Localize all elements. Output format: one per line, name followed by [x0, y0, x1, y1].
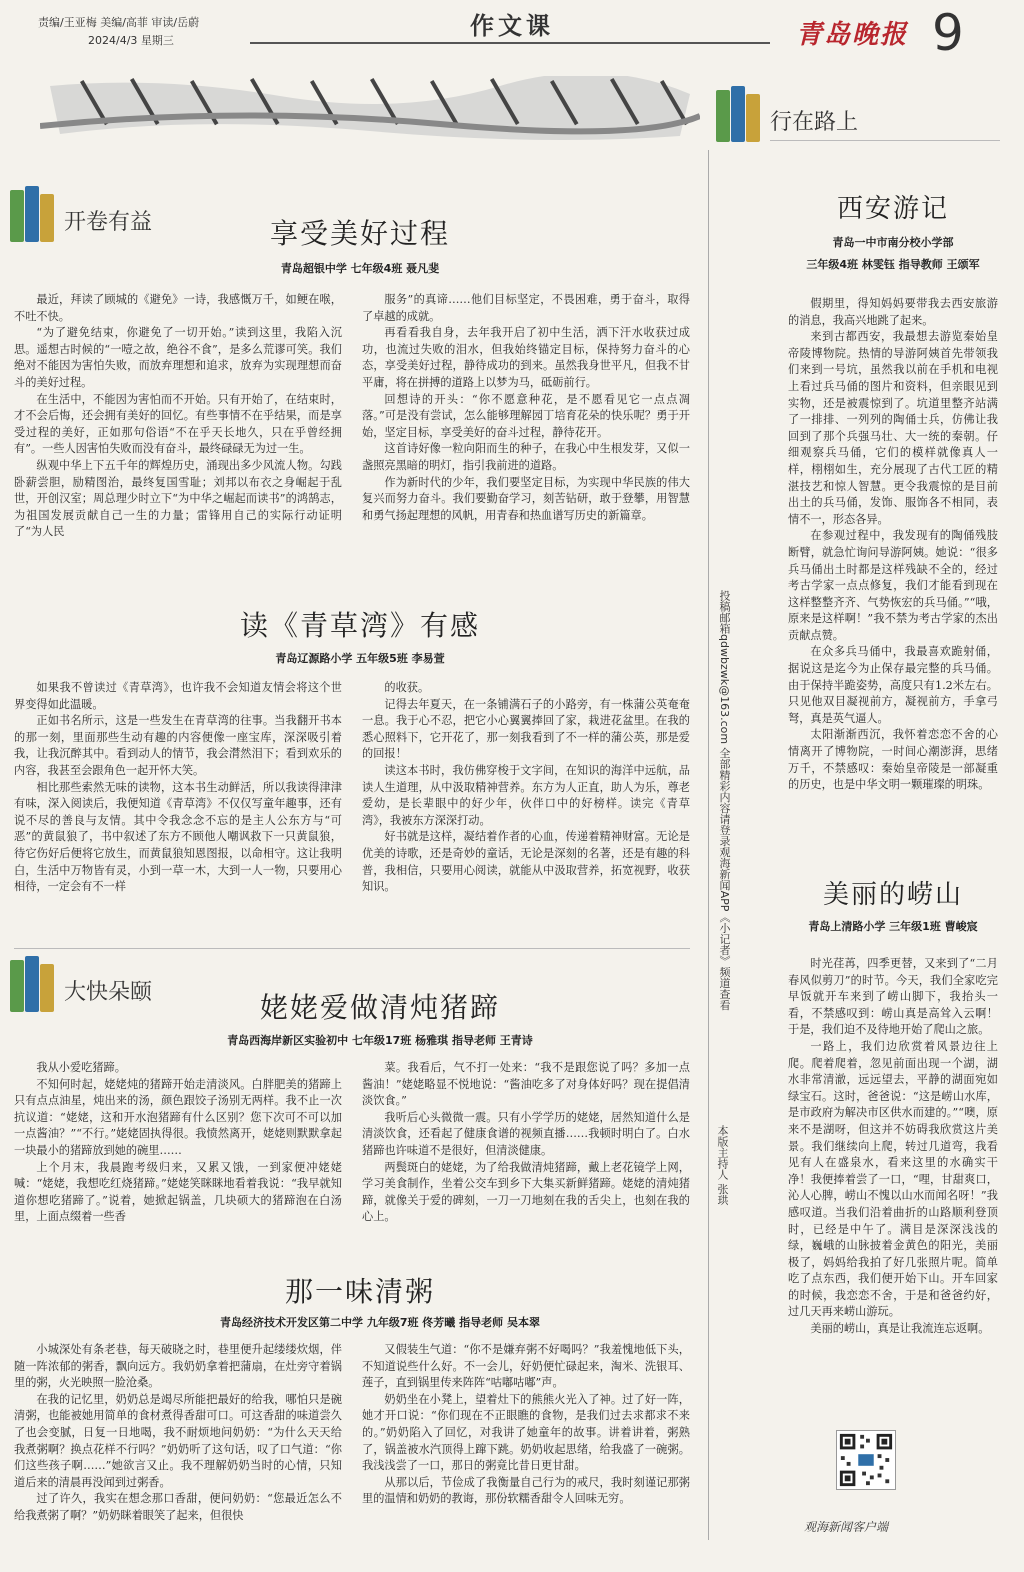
- paragraph: 在我的记忆里，奶奶总是竭尽所能把最好的给我，哪怕只是碗清粥，也能被她用简单的食材煮得香甜可口。可这香甜的味道尝久了也会变腻，日复一日地喝，我不耐烦地问奶奶：“为什么天天给我煮粥啊？换点花样不行吗？”奶奶听了这句话，叹了口气道：“你们这些孩子啊……”她欲言又止。我不理解奶奶当时的心情，只知道后来的清晨再没闻到过粥香。: [14, 1392, 342, 1489]
- article-title: 享受美好过程: [269, 217, 450, 250]
- article-byline: 青岛一中市南分校小学部: [832, 236, 954, 249]
- paragraph: 作为新时代的少年，我们要坚定目标，为实现中华民族的伟大复兴而努力奋斗。我们要勤奋学习，刻苦钻研，敢于登攀，用智慧和勇气扬起理想的风帆，用青春和热血谱写历史的新篇章。: [362, 475, 690, 522]
- paragraph: 服务”的真谛……他们目标坚定，不畏困难，勇于奋斗，取得了卓越的成就。: [362, 293, 690, 323]
- qr-caption: 观海新闻客户端: [804, 1520, 889, 1534]
- article-column-right: [362, 1342, 690, 1556]
- column-divider: [708, 150, 709, 1540]
- editors: 责编/王亚梅 美编/高菲 审读/岳蔚: [38, 16, 200, 29]
- article-column-right: [362, 1060, 690, 1256]
- article-byline: 青岛超银中学 七年级4班 聂凡斐: [280, 262, 440, 275]
- paragraph: 在生活中，不能因为害怕而不开始。只有开始了，在结束时，才不会后悔，还会拥有美好的回忆。有些事情不在乎结果，而是享受过程的美好，正如那句俗语“不在乎天长地久，只在乎曾经拥有”。一些人因害怕失败而没有奋斗，最终碌碌无为过一生。: [14, 392, 342, 456]
- column-badge-kaijuan: [10, 186, 152, 242]
- article-column-left: [14, 680, 342, 942]
- decorative-banner: [40, 76, 700, 146]
- paragraph: 美丽的崂山，真是让我流连忘返啊。: [810, 1322, 990, 1336]
- article-column-right: [362, 680, 690, 942]
- paragraph: 一路上，我们边欣赏着风景边往上爬。爬着爬着，忽见前面出现一个湖，湖水非常清澈，远远望去，平静的湖面宛如绿宝石。这时，爸爸说：“这是崂山水库，是市政府为解决市区供水而建的。”“噢，原来不是湖呀，但这并不妨碍我欣赏这片美景。我们继续向上爬，转过几道弯，我看见有人在盛泉水，看来这里的水确实干净！我便捧着尝了一口，“哩，甘甜爽口，沁人心脾，崂山不愧以山水而闻名呀！”我感叹道。当我们沿着曲折的山路顺利登顶时，已经是中午了。满目是深深浅浅的绿，巍峨的山脉披着金黄色的阳光，美丽极了，妈妈给我拍了好几张照片呢。简单吃了点东西，我们便开始下山。开车回家的时候，我恋恋不舍，于是和爸爸约好，过几天再来崂山游玩。: [788, 1039, 998, 1319]
- paragraph: 正如书名所示，这是一些发生在青草湾的往事。当我翻开书本的那一刻，里面那些生动有趣的内容便像一座宝库，深深吸引着我，让我沉醉其中。看到动人的情节，我会潸然泪下；看到欢乐的内容，我甚至会跟角色一起开怀大笑。: [14, 714, 342, 777]
- paragraph: 如果我不曾读过《青草湾》，也许我不会知道友情会将这个世界变得如此温暖。: [14, 681, 342, 711]
- article-byline: 青岛经济技术开发区第二中学 九年级7班 佟芳曦 指导老师 吴本翠: [220, 1316, 540, 1329]
- paragraph: 好书就是这样，凝结着作者的心血，传递着精神财富。无论是优美的诗歌，还是奇妙的童话，无论是深刻的名著，还是有趣的科普，我相信，只要用心阅读，就能从中汲取营养，拓宽视野，收获知识。: [362, 830, 690, 894]
- paragraph: 两鬓斑白的姥姥，为了给我做清炖猪蹄，戴上老花镜学上网，学习美食制作，坐着公交车到乡下大集买新鲜猪蹄。姥姥的清炖猪蹄，就像关于爱的碑刻，一刀一刀地刻在我的舌尖上，也刻在我的心上。: [362, 1160, 690, 1224]
- paragraph: 这首诗好像一粒向阳而生的种子，在我心中生根发芽，又似一盏照亮黑暗的明灯，指引我前进的道路。: [362, 442, 690, 472]
- article-title: 姥姥爱做清炖猪蹄: [259, 991, 500, 1024]
- paragraph: 奶奶坐在小凳上，望着灶下的熊熊火光入了神。过了好一阵，她才开口说：“你们现在不正眼瞧的食物，是我们过去求都求不来的。”奶奶陷入了回忆，对我讲了她童年的故事。讲着讲着，粥熟了，锅盖被水汽顶得上蹿下跳。奶奶收起思绪，给我盛了一碗粥。我浅浅尝了一口，那日的粥竟比昔日更甘甜。: [362, 1392, 690, 1473]
- section-divider: [14, 948, 690, 949]
- article-byline: 三年级4班 林雯钰 指导教师 王颂军: [806, 258, 980, 271]
- paragraph: 过了许久，我实在想念那口香甜，便问奶奶：“您最近怎么不给我煮粥了啊？”奶奶眯着眼笑了起来，但很快: [14, 1492, 342, 1522]
- books-icon: [10, 186, 60, 242]
- paragraph: 从那以后，节俭成了我衡量自己行为的戒尺，我时刻谨记那粥里的温情和奶奶的教诲，那份软糯香甜令人回味无穷。: [362, 1475, 690, 1506]
- article-body: [788, 956, 998, 1396]
- page-number: 9: [932, 4, 964, 62]
- paragraph: 来到古都西安，我最想去游览秦始皇帝陵博物院。热情的导游阿姨首先带领我们来到一号坑，虽然我以前在手机和电视上看过兵马俑的图片和资料，但亲眼见到实物，还是被震惊到了。坑道里整齐站满了一排排、一列列的陶俑士兵，仿佛让我回到了那个兵强马壮、大一统的秦朝。仔细观察兵马俑，它们的模样就像真人一样，栩栩如生，充分展现了古代工匠的精湛技艺和惊人智慧。更令我震惊的是目前出土的兵马俑，发饰、服饰各不相同，表情不一，形态各异。: [788, 330, 998, 526]
- paragraph: “为了避免结束，你避免了一切开始。”读到这里，我陷入沉思。遥想古时候的“一噎之故，绝谷不食”，是多么荒谬可笑。我们绝对不能因为害怕失败，而放弃理想和追求，放弃为实现理想而奋斗的美好过程。: [14, 326, 342, 389]
- section-title: 作文课: [470, 12, 554, 40]
- article-column-right: [362, 292, 690, 592]
- article-body: [14, 1060, 690, 1256]
- article-body: [14, 292, 690, 592]
- column-label: 大快朵颐: [64, 980, 153, 1005]
- paragraph: 小城深处有条老巷，每天破晓之时，巷里便升起缕缕炊烟，伴随一阵浓郁的粥香，飘向远方。我奶奶拿着把蒲扇，在灶旁守着锅里的粥，火光映照一脸沧桑。: [14, 1343, 342, 1390]
- article-byline: 青岛上清路小学 三年级1班 曹峻宸: [808, 920, 978, 933]
- article-byline: 青岛辽源路小学 五年级5班 李易萱: [275, 652, 445, 665]
- paragraph: 再看看我自身，去年我开启了初中生活，洒下汗水收获过成功，也流过失败的泪水，但我始终锚定目标，保持努力奋斗的心态，享受美好过程，静待成功的到来。虽然我身世平凡，但我不甘平庸，将在拼搏的道路上以梦为马，砥砺前行。: [362, 326, 690, 389]
- article-byline: 青岛西海岸新区实验初中 七年级17班 杨雅琪 指导老师 王青诗: [227, 1034, 533, 1047]
- article-body: [14, 1342, 690, 1556]
- submission-note: 投稿邮箱qdwbzwk@163.com 全部精彩内容请登录观海新闻APP《小记者》频道查看: [718, 590, 731, 1011]
- paragraph: 不知何时起，姥姥炖的猪蹄开始走清淡风。白胖肥美的猪蹄上只有点点油星，炖出来的汤，颜色跟饺子汤别无两样。我不止一次抗议道：“姥姥，这和开水泡猪蹄有什么区别？您下次可不可以加一点酱油？”“不行。”姥姥固执得很。我愤然离开，姥姥则默默拿起一块最小的猪蹄放到她的碗里……: [14, 1077, 342, 1157]
- paragraph: 记得去年夏天，在一条铺满石子的小路旁，有一株蒲公英奄奄一息。我于心不忍，把它小心翼翼捧回了家，栽进花盆里。在我的悉心照料下，它开花了，那一刻我看到了不一样的蒲公英，那是爱的回报！: [362, 697, 690, 761]
- article-title: 那一味清粥: [284, 1275, 435, 1308]
- article-body: [14, 680, 690, 942]
- article-title: 读《青草湾》有感: [239, 609, 480, 642]
- header-meta: [38, 14, 199, 50]
- host-note: 本版主持人 张珙: [716, 1125, 729, 1206]
- column-label: 行在路上: [770, 110, 859, 135]
- paragraph: 最近，拜读了顾城的《避免》一诗，我感慨万千，如鲠在喉，不吐不快。: [14, 293, 342, 323]
- article-column-left: [14, 1342, 342, 1556]
- paragraph: 我从小爱吃猪蹄。: [36, 1061, 126, 1074]
- paragraph: 的收获。: [384, 681, 430, 694]
- paragraph: 纵观中华上下五千年的辉煌历史，涌现出多少风流人物。勾践卧薪尝胆，励精图治，最终复国雪耻；刘邦以布衣之身崛起于乱世，开创汉室；周总理少时立下“为中华之崛起而读书”的鸿鹄志，为祖国发展贡献自己一生的力量；雷锋用自己的实际行动证明了“为人民: [14, 458, 342, 539]
- books-icon: [716, 86, 766, 142]
- paragraph: 菜。我看后，气不打一处来：“我不是跟您说了吗？多加一点酱油！”姥姥略显不悦地说：“酱油吃多了对身体好吗？现在提倡清淡饮食。”: [362, 1061, 690, 1108]
- paragraph: 假期里，得知妈妈要带我去西安旅游的消息，我高兴地跳了起来。: [788, 297, 998, 327]
- paragraph: 上个月末，我晨跑考级归来，又累又饿，一到家便冲姥姥喊：“姥姥，我想吃红烧猪蹄。”姥姥笑眯眯地看着我说：“我早就知道你想吃猪蹄了。”说着，她掀起锅盖，几块硕大的猪蹄泡在白汤里，上面点缀着一些香: [14, 1160, 342, 1224]
- article-column-left: [14, 1060, 342, 1256]
- section-divider: [770, 140, 1000, 141]
- books-icon: [10, 956, 60, 1012]
- paragraph: 在参观过程中，我发现有的陶俑残肢断臂，就急忙询问导游阿姨。她说：“很多兵马俑出土时都是这样残缺不全的，经过考古学家一点点修复，我们才能看到现在这样整整齐齐、气势恢宏的兵马俑。”“哦，原来是这样啊！”我不禁为考古学家的杰出贡献点赞。: [788, 529, 998, 642]
- paragraph: 时光荏苒，四季更替，又来到了“二月春风似剪刀”的时节。今天，我们全家吃完早饭就开车来到了崂山脚下，我抬头一看，不禁感叹到：崂山真是高耸入云啊！于是，我们迫不及待地开始了爬山之旅。: [788, 957, 998, 1037]
- qr-code: [836, 1430, 896, 1490]
- article-column-left: [14, 292, 342, 592]
- paragraph: 在众多兵马俑中，我最喜欢跪射俑，据说这是迄今为止保存最完整的兵马俑。由于保持半跪姿势，高度只有1.2米左右。只见他双目凝视前方，凝视前方，手拿弓弩，真是英气逼人。: [788, 645, 998, 725]
- column-badge-dakuai: [10, 956, 152, 1012]
- paragraph: 我听后心头微微一震。只有小学学历的姥姥，居然知道什么是清淡饮食，还看起了健康食谱的视频直播……我顿时明白了。白水猪蹄也许味道不是很好，但清淡健康。: [362, 1110, 690, 1157]
- paragraph: 相比那些索然无味的读物，这本书生动鲜活，所以我读得津津有味，深入阅读后，我便知道《青草湾》不仅仅写童年趣事，还有说不尽的善良与友情。其中令我念念不忘的是主人公东方与“可恶”的黄鼠狼了，书中叙述了东方不顾他人嘲讽救下一只黄鼠狼，待它伤好后便将它放生，而黄鼠狼知恩图报，以命相守。这让我明白，生活中万物皆有灵，小到一草一木，大到一人一物，只要用心相待，一定会有不一样: [14, 780, 342, 894]
- paragraph: 又假装生气道：“你不是嫌弃粥不好喝吗？”我羞愧地低下头，不知道说些什么好。不一会儿，好奶便忙碌起来，淘米、洗银耳、莲子，直到锅里传来阵阵“咕嘟咕嘟”声。: [362, 1343, 690, 1390]
- article-body: [788, 296, 998, 836]
- paragraph: 太阳渐渐西沉，我怀着恋恋不舍的心情离开了博物院，一时间心潮澎湃，思绪万千，不禁感叹：秦始皇帝陵是一部凝重的历史，也是中华文明一颗璀璨的明珠。: [788, 728, 998, 792]
- article-title: 西安游记: [836, 194, 949, 224]
- article-title: 美丽的崂山: [822, 880, 963, 910]
- paragraph: 读这本书时，我仿佛穿梭于文字间，在知识的海洋中远航，品读人生道理，从中汲取精神营养。东方为人正直，助人为乐，尊老爱幼，是长辈眼中的好少年，伙伴口中的好榜样。读完《青草湾》，我被东方深深打动。: [362, 763, 690, 827]
- paper-name: 青岛晚报: [796, 20, 909, 50]
- date: 2024/4/3 星期三: [88, 34, 174, 47]
- column-badge-xingzai: [716, 86, 858, 142]
- column-label: 开卷有益: [64, 210, 153, 235]
- header-rule: [250, 42, 770, 44]
- paragraph: 回想诗的开头：“你不愿意种花，是不愿看见它一点点凋落。”可是没有尝试，怎么能够理解园丁培育花朵的快乐呢？勇于开始，坚定目标，享受美好的奋斗过程，静待花开。: [362, 392, 690, 439]
